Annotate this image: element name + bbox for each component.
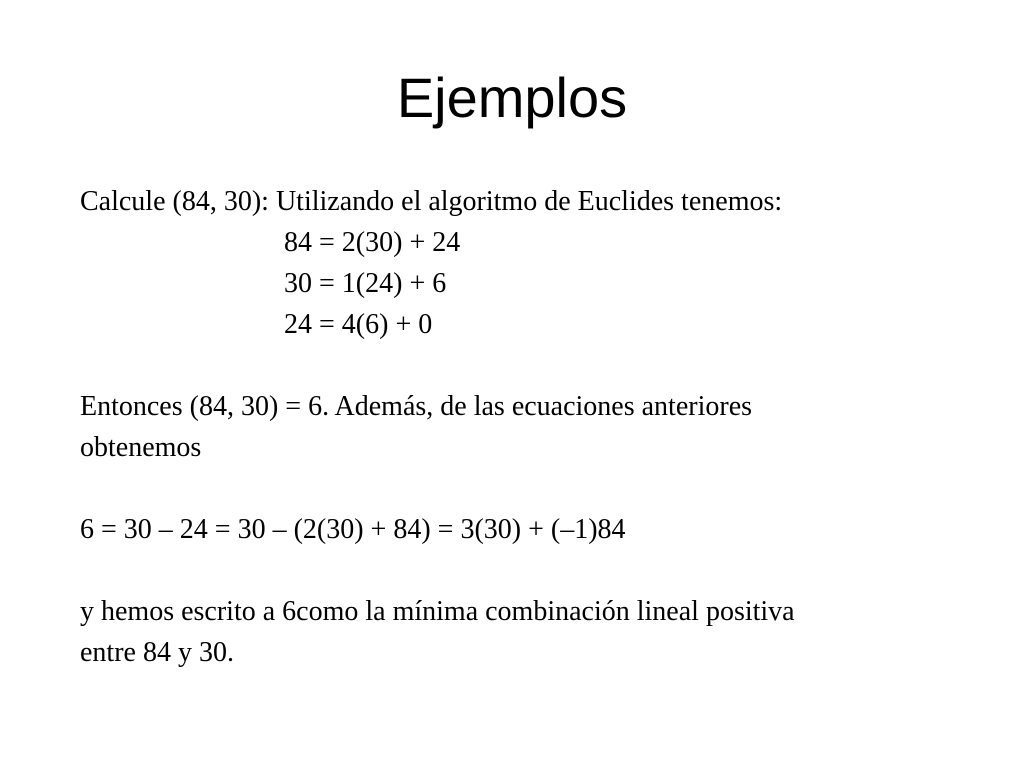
linear-combination-equation: 6 = 30 – 24 = 30 – (2(30) + 84) = 3(30) + (–1)84 xyxy=(80,514,626,545)
closing-line-1: y hemos escrito a 6como la mínima combinación lineal positiva xyxy=(80,596,795,627)
equation-line-3: 24 = 4(6) + 0 xyxy=(284,309,433,340)
paragraph-gap xyxy=(80,345,980,386)
conclusion-line-2: obtenemos xyxy=(80,432,202,463)
paragraph-gap xyxy=(80,550,980,591)
paragraph-gap xyxy=(80,468,980,509)
slide-title: Ejemplos xyxy=(396,66,628,129)
equation-line-2: 30 = 1(24) + 6 xyxy=(284,268,447,299)
intro-text: Calcule (84, 30): Utilizando el algoritmo de Euclides tenemos: xyxy=(80,186,783,217)
equation-line-1: 84 = 2(30) + 24 xyxy=(284,227,461,258)
slide-body xyxy=(80,181,980,673)
closing-line-2: entre 84 y 30. xyxy=(80,637,234,668)
conclusion-line-1: Entonces (84, 30) = 6. Además, de las ecuaciones anteriores xyxy=(80,391,753,422)
